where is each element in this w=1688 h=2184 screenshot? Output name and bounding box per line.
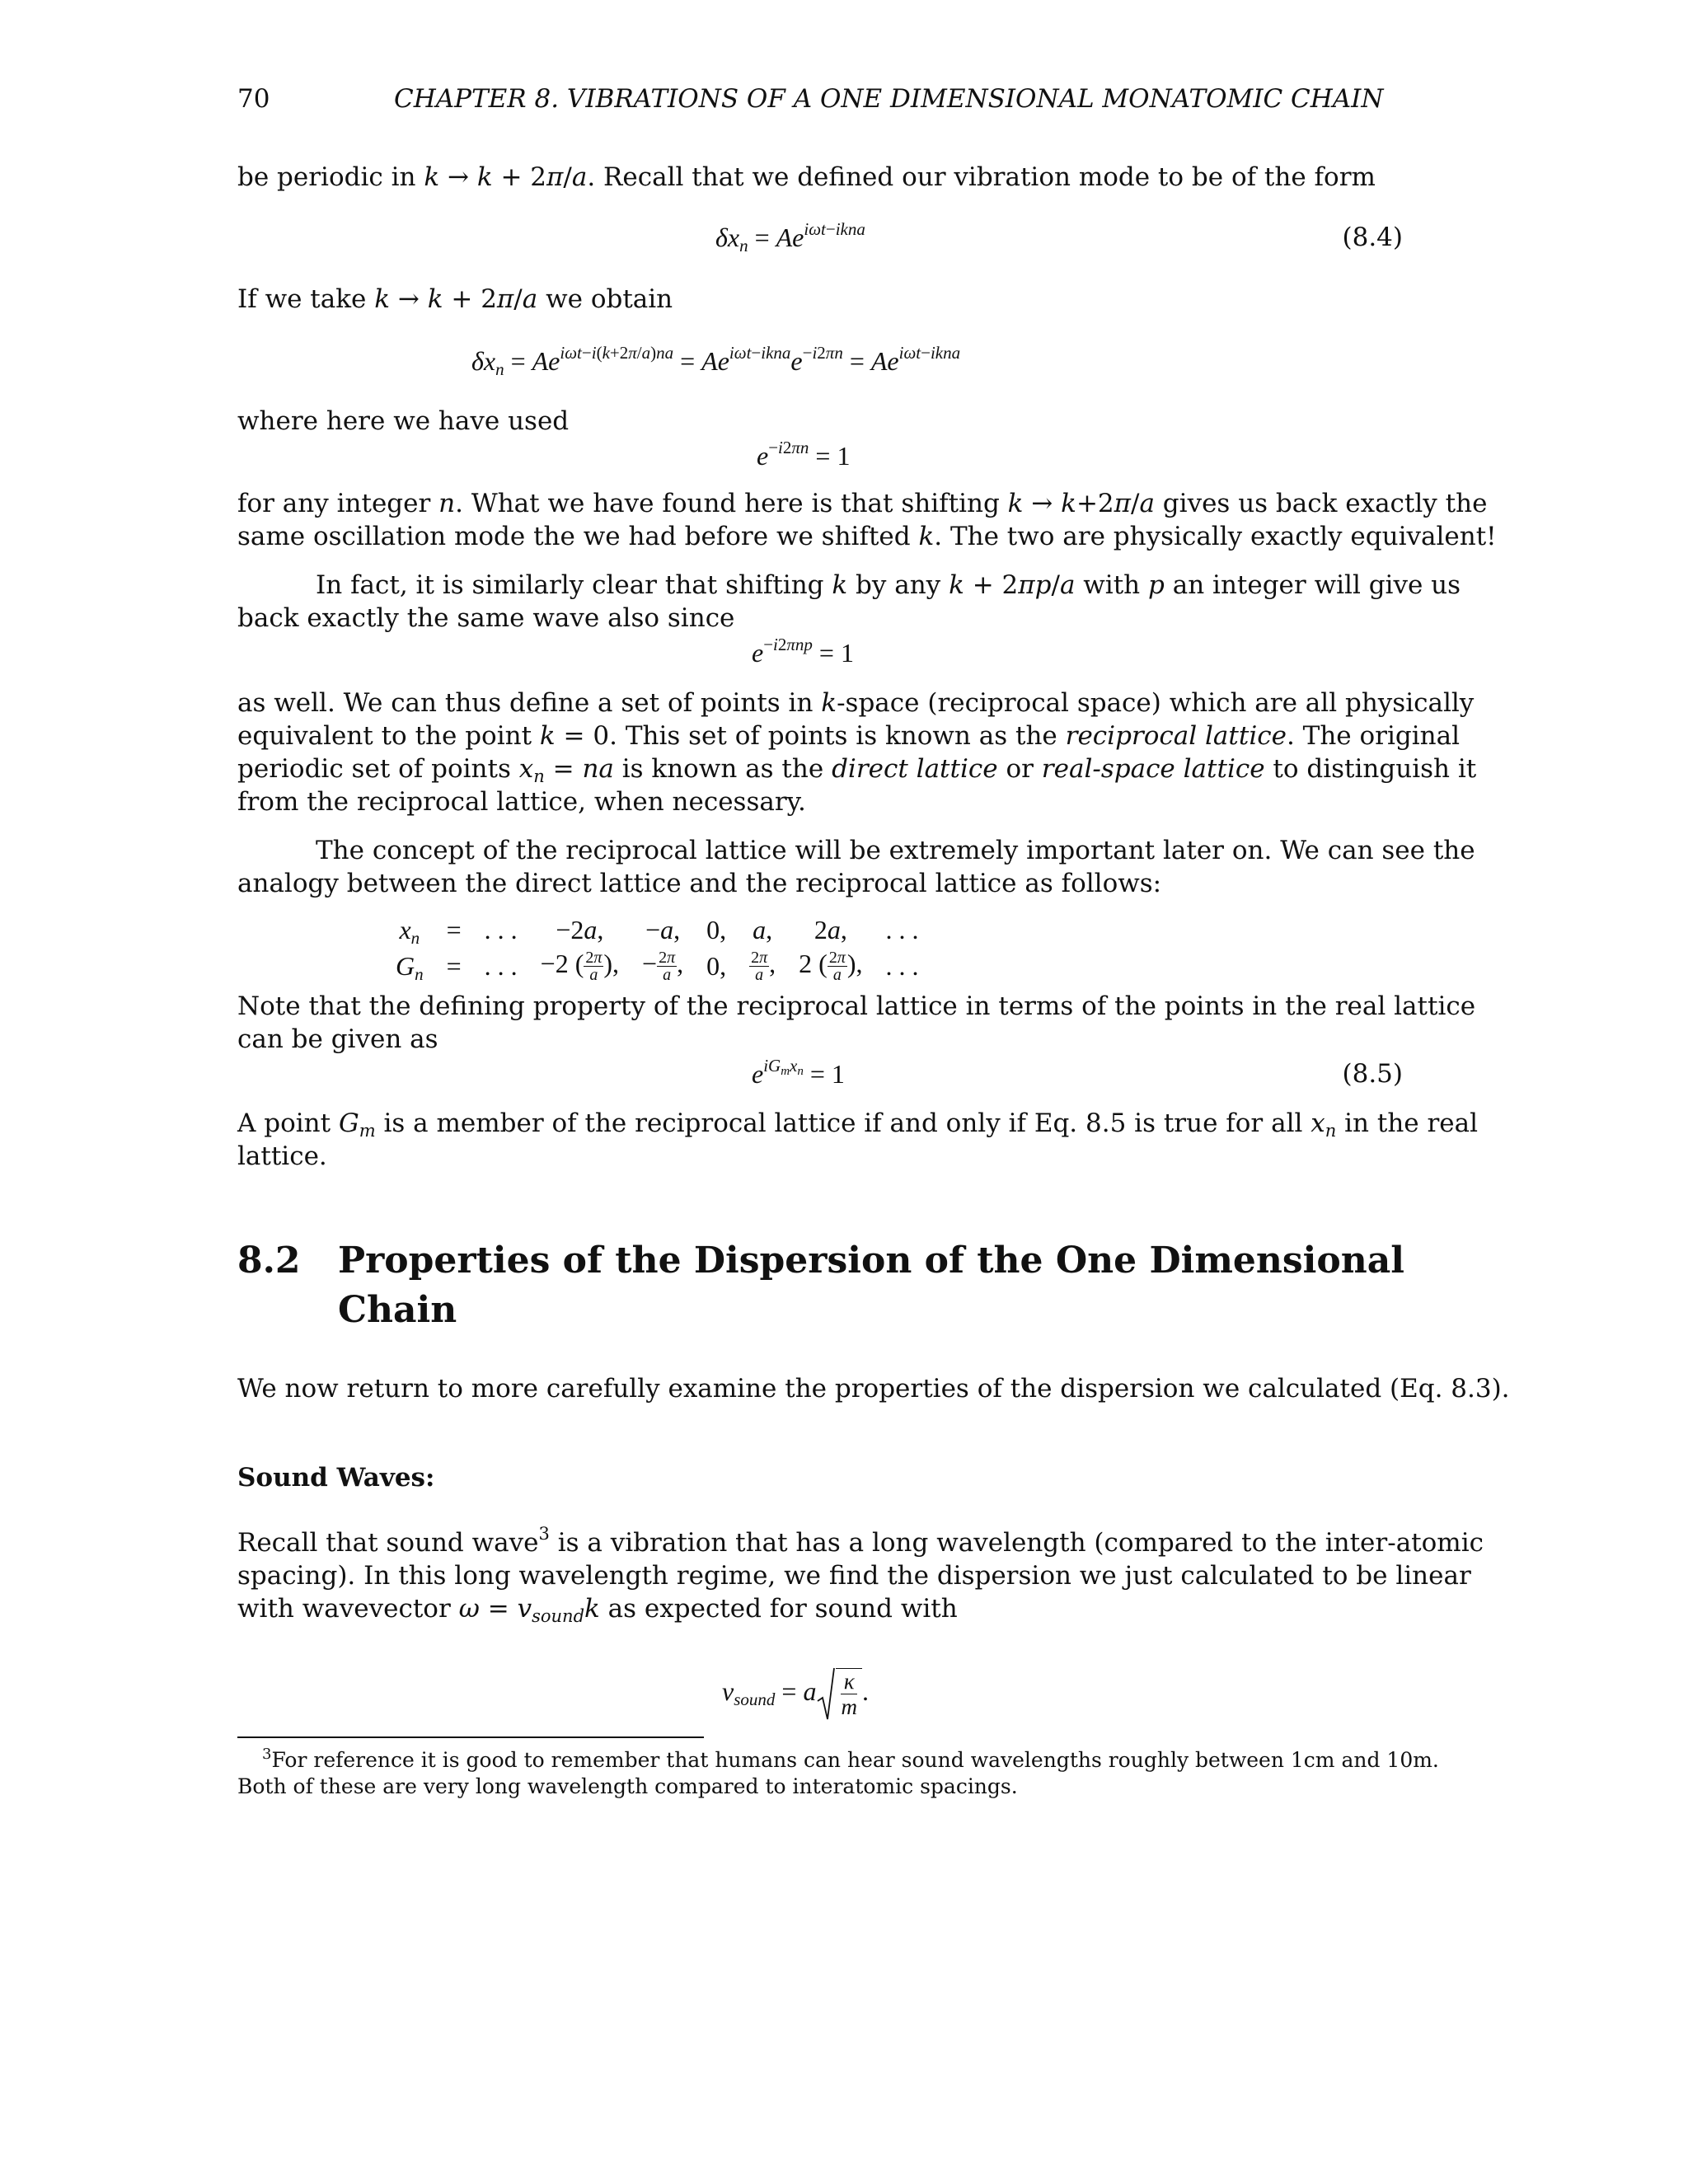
paragraph-line: where here we have used [237, 406, 570, 436]
running-title: CHAPTER 8. VIBRATIONS OF A ONE DIMENSIONAL MONATOMIC CHAIN [394, 84, 1384, 114]
equation-shift: $\delta x_n = Ae^{i\omega t-i(k+2\pi/a)na} = Ae^{i\omega t-ikna}e^{-i2\pi n} = Ae^{i\omega t-ikna}$ [471, 343, 961, 379]
sqrt-sign-icon [816, 1665, 836, 1722]
equation-number: (8.5) [1342, 1059, 1403, 1089]
paragraph-line: We now return to more carefully examine the properties of the dispersion we calculated (Eq. 8.3). [237, 1374, 1510, 1404]
page-number: 70 [237, 84, 270, 114]
paragraph-line: be periodic in k → k + 2π/a. Recall that we defined our vibration mode to be of the form [237, 162, 1376, 192]
equation-8-5: $e^{iG_mx_n} = 1$ [752, 1056, 845, 1089]
paragraph-line: with wavevector $\omega = v_{sound}k$ as expected for sound with [237, 1594, 958, 1626]
paragraph-line: Note that the defining property of the reciprocal lattice in terms of the points in the real lattice [237, 991, 1476, 1021]
equation-8-4: $\delta x_n = Ae^{i\omega t-ikna}$ [715, 219, 865, 255]
equation-identity: $e^{-i2\pi n} = 1$ [757, 438, 851, 471]
subheading: Sound Waves: [237, 1463, 435, 1493]
paragraph-line: A point $G_m$ is a member of the reciprocal lattice if and only if Eq. 8.5 is true for all $x_n$ in the real [237, 1108, 1479, 1141]
paragraph-line: Recall that sound wave$^3$ is a vibration that has a long wavelength (compared to the inter-atomic [237, 1524, 1484, 1558]
table-row: $G_n$ = . . . −2 ( $\frac{2\pi}{a}$ ), − $\frac{2\pi}{a}$ , 0, $\frac{2\pi}{a}$ , 2 ( $\frac{2\pi}{a}$ ), . . . [396, 948, 919, 985]
footnote-marker: 3 [538, 1524, 550, 1544]
section-number: 8.2 [237, 1240, 301, 1282]
lattice-analogy-table [384, 912, 931, 984]
paragraph-line: In fact, it is similarly clear that shifting k by any k + 2πp/a with p an integer will give us [316, 570, 1461, 600]
paragraph-line: lattice. [237, 1141, 327, 1171]
paragraph-line: The concept of the reciprocal lattice will be extremely important later on. We can see the [316, 836, 1475, 865]
footnote: $^3$For reference it is good to remember that humans can hear sound wavelengths roughly between 1cm and 10m. [262, 1746, 1439, 1772]
paragraph-line: can be given as [237, 1024, 438, 1054]
paragraph-line: same oscillation mode the we had before we shifted k. The two are physically exactly equivalent! [237, 522, 1497, 551]
equation-identity-p: $e^{-i2\pi np} = 1$ [752, 635, 854, 668]
footnote: Both of these are very long wavelength compared to interatomic spacings. [237, 1774, 1018, 1798]
paragraph-line: spacing). In this long wavelength regime, we find the dispersion we just calculated to be linear [237, 1561, 1471, 1591]
table-row: $x_n$ = . . . −2a, −a, 0, a, 2a, . . . [399, 914, 919, 948]
paragraph-line: as well. We can thus define a set of points in k-space (reciprocal space) which are all physically [237, 688, 1475, 718]
paragraph-line: If we take k → k + 2π/a we obtain [237, 284, 673, 314]
paragraph-line: for any integer n. What we have found here is that shifting k → k+2π/a gives us back exactly the [237, 489, 1488, 518]
paragraph-line: equivalent to the point k = 0. This set of points is known as the reciprocal lattice. The original [237, 721, 1461, 751]
equation-sound-velocity: $v_{sound} = a$ $\frac{\kappa}{m}$ . [722, 1665, 869, 1722]
paragraph-line: periodic set of points $x_n$ = na is known as the direct lattice or real-space lattice to distinguish it [237, 754, 1477, 786]
section-title: Properties of the Dispersion of the One Dimensional [338, 1240, 1404, 1282]
paragraph-line: analogy between the direct lattice and the reciprocal lattice as follows: [237, 869, 1162, 898]
paragraph-line: back exactly the same wave also since [237, 603, 735, 633]
equation-number: (8.4) [1342, 223, 1403, 252]
paragraph-line: from the reciprocal lattice, when necessary. [237, 787, 806, 817]
footnote-divider [237, 1736, 704, 1738]
section-title: Chain [338, 1289, 457, 1331]
footnote-marker: 3 [262, 1746, 272, 1763]
